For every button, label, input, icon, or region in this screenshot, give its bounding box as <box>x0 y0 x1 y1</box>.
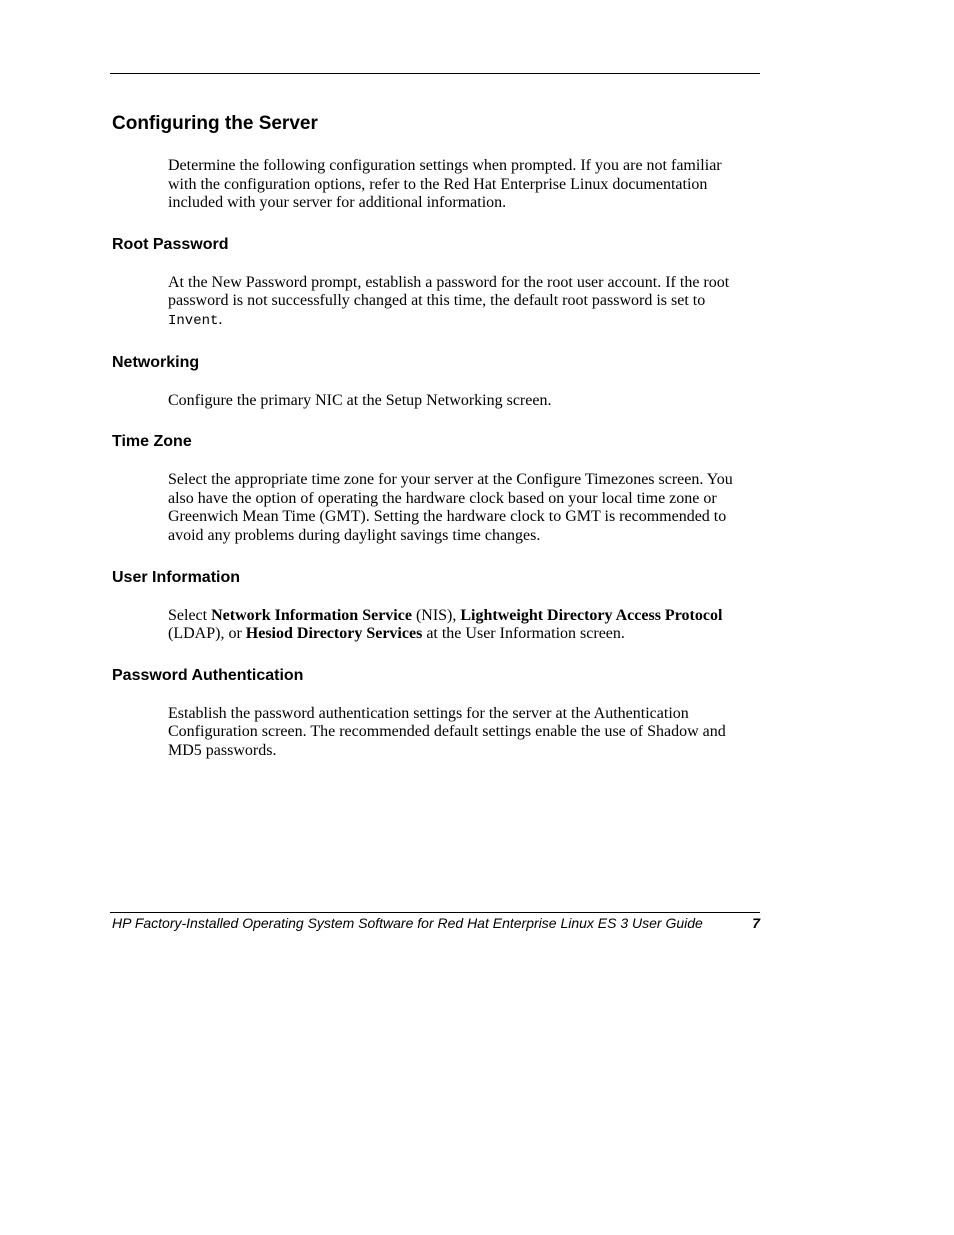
time-zone-heading: Time Zone <box>112 433 192 451</box>
root-password-heading: Root Password <box>112 235 229 253</box>
page-content <box>112 112 760 761</box>
intro-paragraph: Determine the following configuration settings when prompted. If you are not familiar with the configuration options, refer to the Red Hat Enterprise Linux documentation included with your server for additional information. <box>168 157 722 212</box>
default-password-code: Invent <box>168 312 219 329</box>
page-title: Configuring the Server <box>112 113 318 134</box>
password-authentication-paragraph: Establish the password authentication settings for the server at the Authentication Configuration screen. The recommended default settings enable the use of Shadow and MD5 passwords. <box>168 704 726 759</box>
password-authentication-heading: Password Authentication <box>112 666 304 684</box>
root-password-paragraph <box>168 274 753 331</box>
user-info-text-2: (NIS), <box>411 606 461 624</box>
hesiod-term: Hesiod Directory Services <box>245 625 423 643</box>
page-number: 7 <box>752 915 760 931</box>
nis-term: Network Information Service <box>211 606 412 624</box>
user-info-text-4: at the User Information screen. <box>422 625 625 643</box>
root-password-text: At the New Password prompt, establish a password for the root user account. If the root password is not successfully changed at this time, the default root password is set to <box>168 273 730 310</box>
networking-heading: Networking <box>112 353 200 371</box>
user-info-text-1: Select <box>168 606 212 624</box>
ldap-term: Lightweight Directory Access Protocol <box>460 606 723 624</box>
header-rule <box>110 73 760 74</box>
user-info-text-3: (LDAP), or <box>168 625 246 643</box>
footer-title: HP Factory-Installed Operating System Software for Red Hat Enterprise Linux ES 3 User Guide <box>112 915 703 931</box>
networking-paragraph: Configure the primary NIC at the Setup Networking screen. <box>168 391 552 409</box>
user-information-heading: User Information <box>112 568 241 586</box>
footer-rule <box>110 912 760 913</box>
user-information-paragraph <box>168 607 753 644</box>
time-zone-paragraph: Select the appropriate time zone for your server at the Configure Timezones screen. You also have the option of operating the hardware clock based on your local time zone or Greenwich Mean Time (GMT). Setting the hardware clock to GMT is recommended to avoid any problems during daylight savings time changes. <box>168 471 733 544</box>
root-password-text-end: . <box>218 310 223 328</box>
